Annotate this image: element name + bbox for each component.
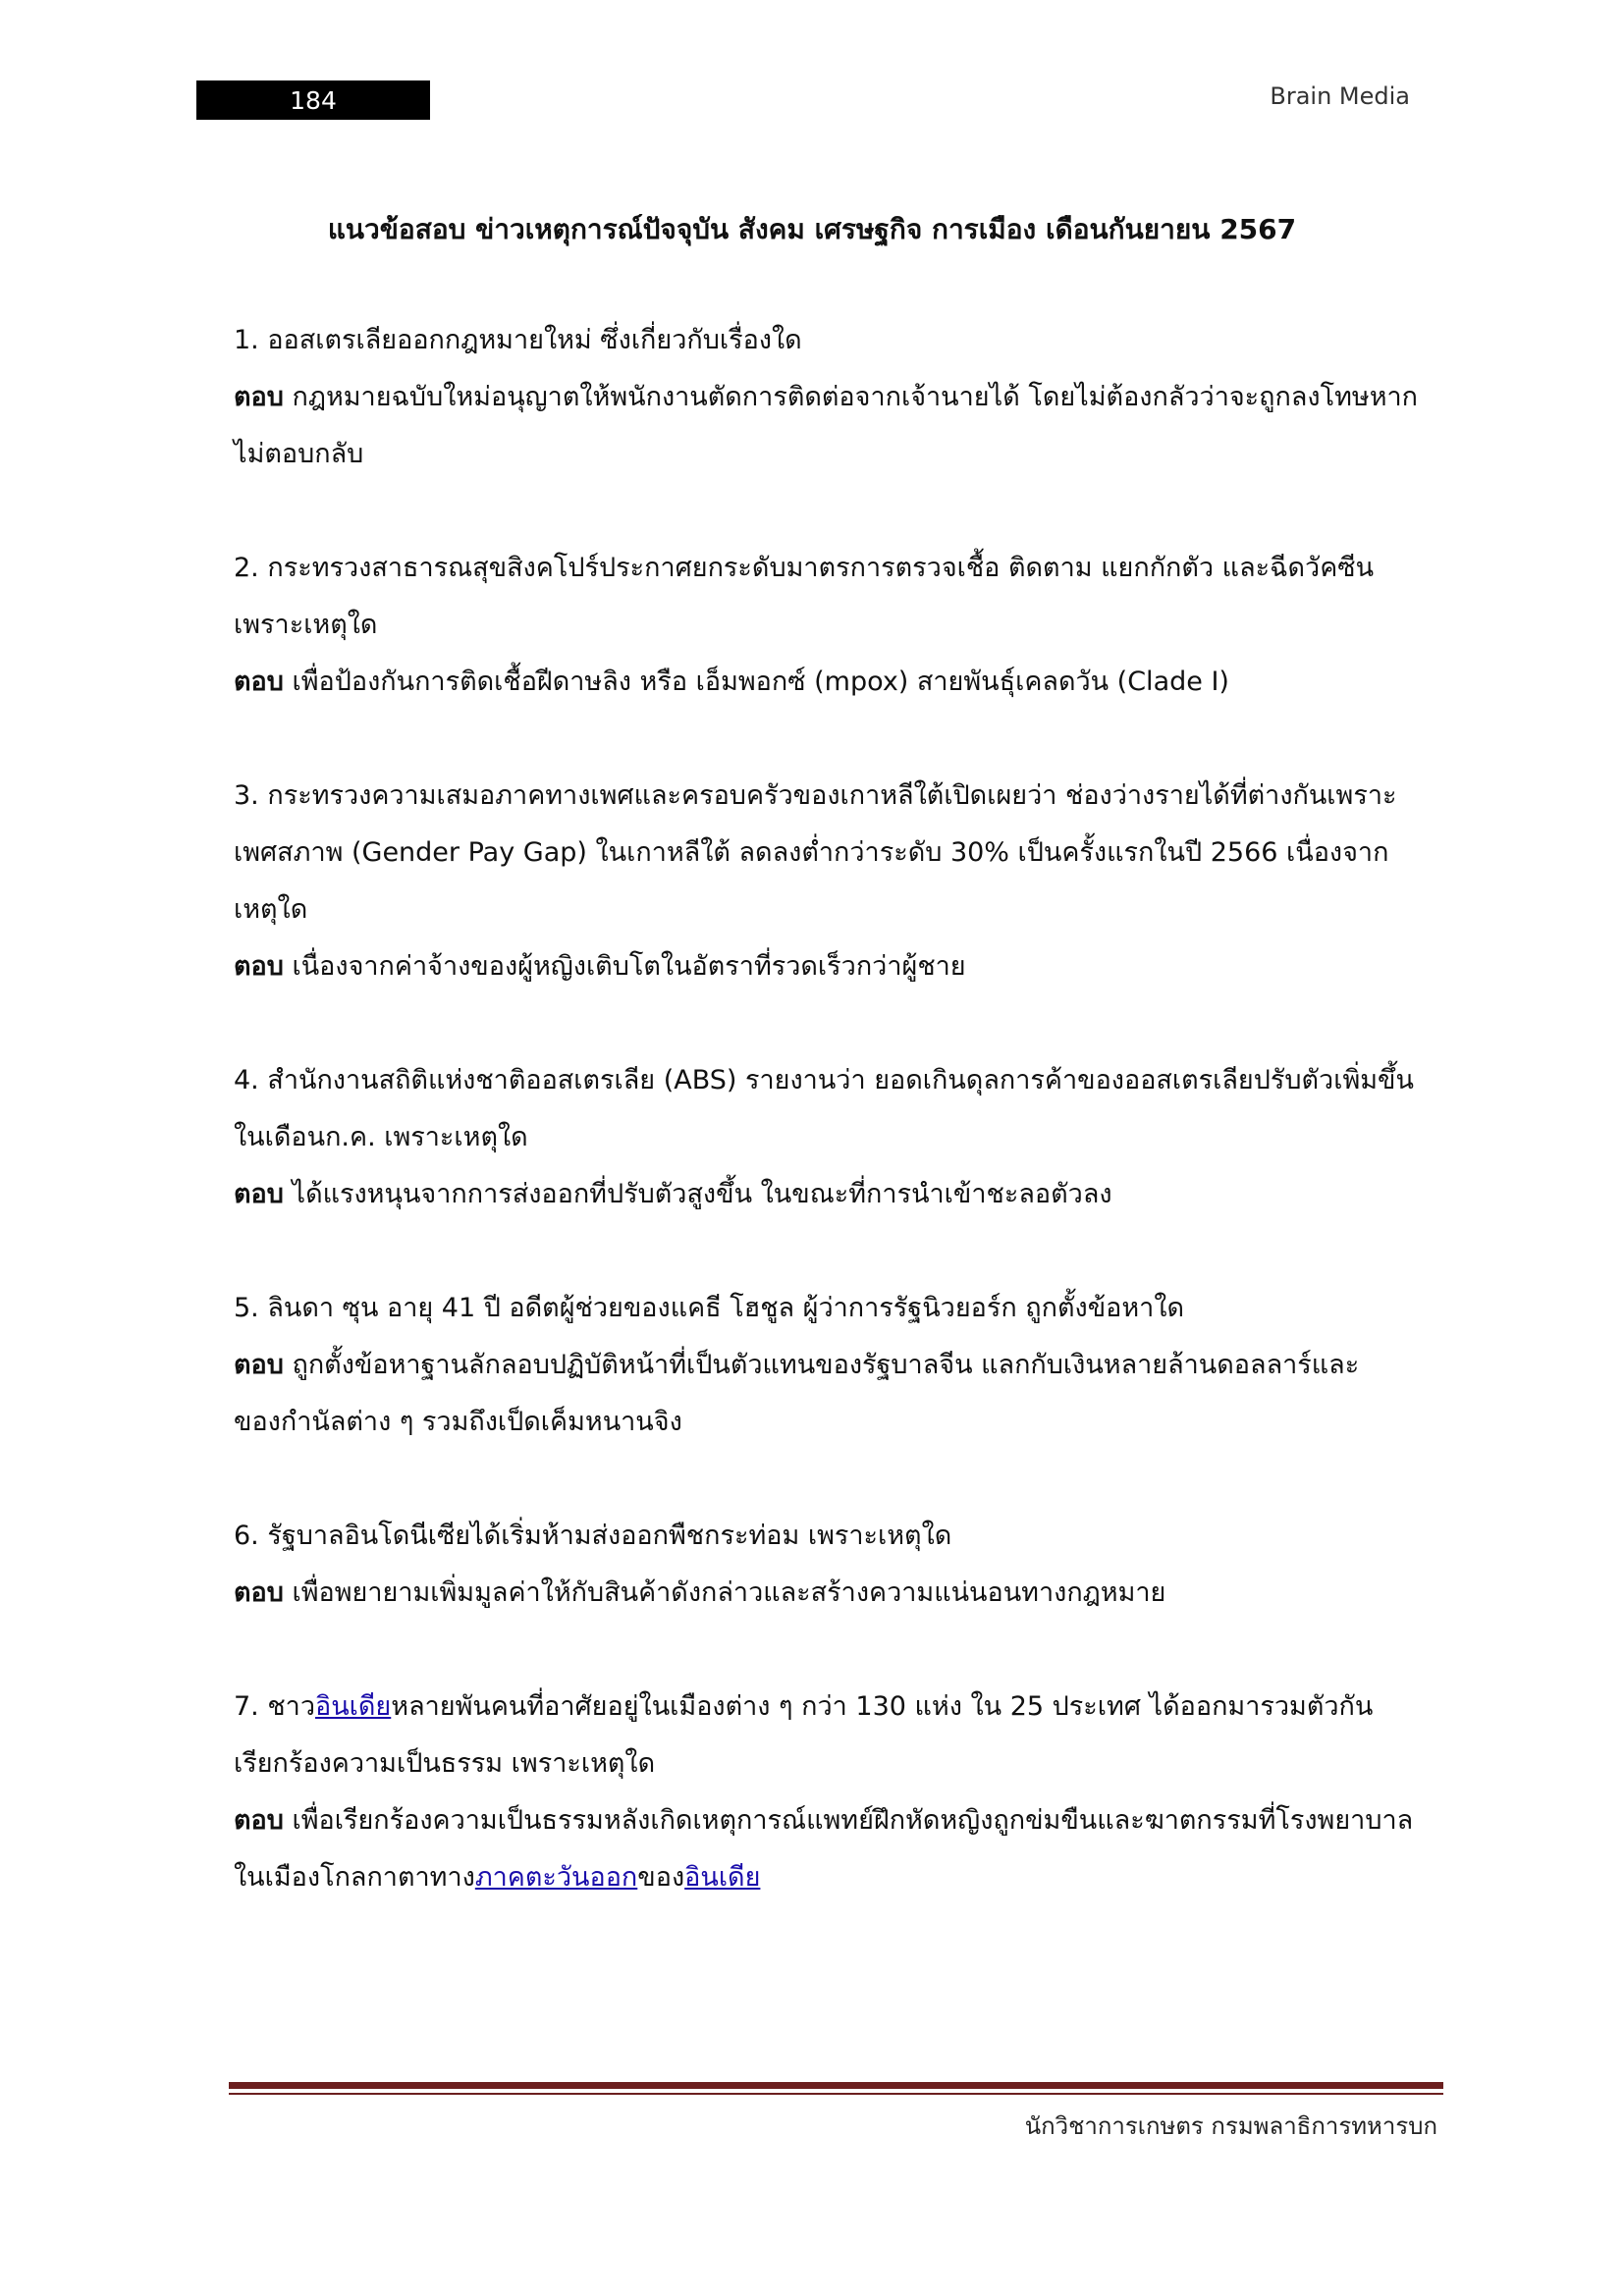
answer-line <box>234 369 1441 426</box>
question-text: 5. ลินดา ซุน อายุ 41 ปี อดีตผู้ช่วยของแคธี โฮชูล ผู้ว่าการรัฐนิวยอร์ก ถูกตั้งข้อหาใด <box>234 1293 1185 1323</box>
page-number-box <box>196 80 430 120</box>
answer-label: ตอบ <box>234 951 284 982</box>
answer-text: ถูกตั้งข้อหาฐานลักลอบปฏิบัติหน้าที่เป็นตัวแทนของรัฐบาลจีน แลกกับเงินหลายล้านดอลลาร์และ <box>292 1350 1360 1380</box>
question-text: 3. กระทรวงความเสมอภาคทางเพศและครอบครัวของเกาหลีใต้เปิดเผยว่า ช่องว่างรายได้ที่ต่างกันเพราะ <box>234 780 1397 811</box>
answer-line <box>234 654 1441 711</box>
question-text: 6. รัฐบาลอินโดนีเซียได้เริ่มห้ามส่งออกพืชกระท่อม เพราะเหตุใด <box>234 1521 952 1551</box>
answer-text-continued <box>234 1849 1441 1906</box>
brand-label: Brain Media <box>1270 82 1410 110</box>
question-text: 2. กระทรวงสาธารณสุขสิงคโปร์ประกาศยกระดับมาตรการตรวจเชื้อ ติดตาม แยกกักตัว และฉีดวัคซีน <box>234 553 1375 583</box>
answer-line <box>234 938 1441 995</box>
page-number: 184 <box>290 85 337 115</box>
answer-text-middle: ของ <box>637 1862 685 1893</box>
question-text <box>234 1679 1441 1735</box>
question-text-continued: เหตุใด <box>234 894 308 925</box>
answer-label: ตอบ <box>234 1805 284 1836</box>
answer-text: เพื่อพยายามเพิ่มมูลค่าให้กับสินค้าดังกล่าวและสร้างความแน่นอนทางกฎหมาย <box>292 1577 1166 1608</box>
answer-label: ตอบ <box>234 1350 284 1380</box>
answer-label: ตอบ <box>234 1179 284 1209</box>
question-text-suffix: หลายพันคนที่อาศัยอยู่ในเมืองต่าง ๆ กว่า 130 แห่ง ใน 25 ประเทศ ได้ออกมารวมตัวกัน <box>391 1691 1374 1722</box>
answer-text-prefix: ในเมืองโกลกาตาทาง <box>234 1862 475 1893</box>
footer-text: นักวิชาการเกษตร กรมพลาธิการทหารบก <box>1024 2112 1437 2140</box>
answer-text: ได้แรงหนุนจากการส่งออกที่ปรับตัวสูงขึ้น ในขณะที่การนำเข้าชะลอตัวลง <box>292 1179 1112 1209</box>
link-eastern-region[interactable]: ภาคตะวันออก <box>474 1862 638 1893</box>
answer-text: กฎหมายฉบับใหม่อนุญาตให้พนักงานตัดการติดต่อจากเจ้านายได้ โดยไม่ต้องกลัวว่าจะถูกลงโทษหาก <box>292 382 1419 412</box>
question-item-5 <box>234 1280 1441 1451</box>
link-india[interactable]: อินเดีย <box>315 1691 392 1722</box>
answer-line <box>234 1565 1441 1622</box>
question-text-continued: เพศสภาพ (Gender Pay Gap) ในเกาหลีใต้ ลดลงต่ำกว่าระดับ 30% เป็นครั้งแรกในปี 2566 เนื่องจาก <box>234 837 1389 868</box>
answer-line <box>234 1337 1441 1394</box>
question-text-continued: เรียกร้องความเป็นธรรม เพราะเหตุใด <box>234 1748 656 1779</box>
answer-text: เนื่องจากค่าจ้างของผู้หญิงเติบโตในอัตราที่รวดเร็วกว่าผู้ชาย <box>292 951 966 982</box>
footer-rule-thin <box>229 2093 1443 2095</box>
question-text: 1. ออสเตรเลียออกกฎหมายใหม่ ซึ่งเกี่ยวกับเรื่องใด <box>234 325 802 355</box>
question-text-prefix: 7. ชาว <box>234 1691 315 1722</box>
question-item-2 <box>234 540 1441 711</box>
answer-text: เพื่อป้องกันการติดเชื้อฝีดาษลิง หรือ เอ็มพอกซ์ (mpox) สายพันธุ์เคลดวัน (Clade I) <box>292 667 1229 697</box>
answer-text: เพื่อเรียกร้องความเป็นธรรมหลังเกิดเหตุการณ์แพทย์ฝึกหัดหญิงถูกข่มขืนและฆาตกรรมที่โรงพยาบาล <box>292 1805 1414 1836</box>
question-item-7 <box>234 1679 1441 1906</box>
answer-label: ตอบ <box>234 1577 284 1608</box>
answer-text-continued: ของกำนัลต่าง ๆ รวมถึงเป็ดเค็มหนานจิง <box>234 1407 682 1437</box>
link-india[interactable]: อินเดีย <box>684 1862 761 1893</box>
question-text-continued: เพราะเหตุใด <box>234 610 378 640</box>
answer-line <box>234 1166 1441 1223</box>
answer-label: ตอบ <box>234 667 284 697</box>
question-item-1 <box>234 312 1441 483</box>
question-item-6 <box>234 1508 1441 1622</box>
answer-line <box>234 1792 1441 1849</box>
answer-text-continued: ไม่ตอบกลับ <box>234 439 364 469</box>
footer-rule-thick <box>229 2082 1443 2089</box>
question-text-continued: ในเดือนก.ค. เพราะเหตุใด <box>234 1122 528 1152</box>
question-text: 4. สำนักงานสถิติแห่งชาติออสเตรเลีย (ABS) รายงานว่า ยอดเกินดุลการค้าของออสเตรเลียปรับตัวเพิ่มขึ้น <box>234 1065 1414 1095</box>
question-list <box>234 312 1441 1963</box>
document-title: แนวข้อสอบ ข่าวเหตุการณ์ปัจจุบัน สังคม เศรษฐกิจ การเมือง เดือนกันยายน 2567 <box>327 213 1297 245</box>
question-item-3 <box>234 768 1441 995</box>
question-item-4 <box>234 1052 1441 1223</box>
answer-label: ตอบ <box>234 382 284 412</box>
